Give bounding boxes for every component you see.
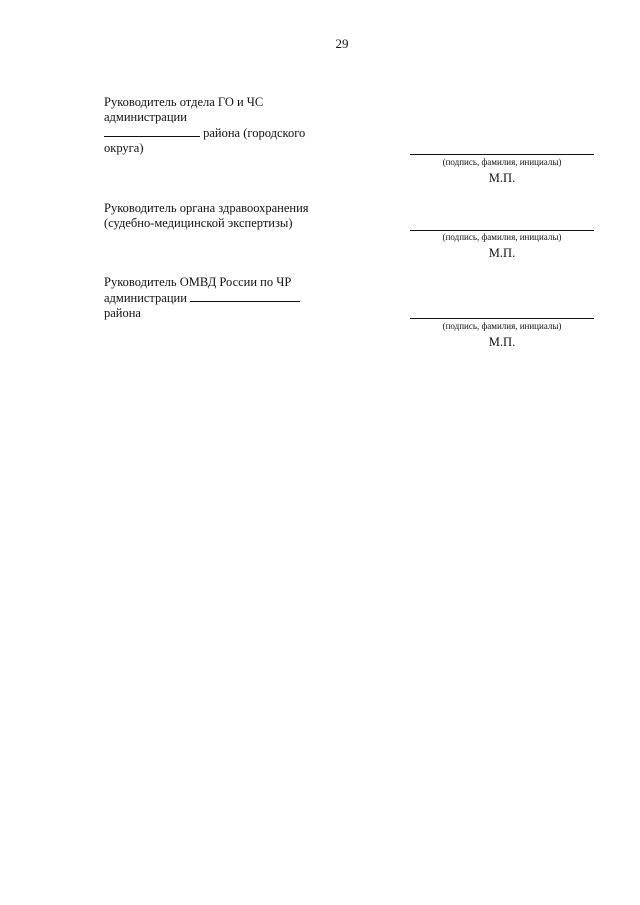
signature-line xyxy=(410,154,594,155)
block-line-with-blank xyxy=(104,290,344,306)
stamp-label: М.П. xyxy=(488,335,516,349)
fill-in-blank xyxy=(104,125,200,137)
signature-caption: (подпись, фамилия, инициалы) xyxy=(442,232,562,242)
block-line: района xyxy=(104,306,141,320)
signature-caption: (подпись, фамилия, инициалы) xyxy=(442,157,562,167)
signature-block-health xyxy=(104,201,344,231)
signature-block-go-chs xyxy=(104,95,344,156)
stamp-label: М.П. xyxy=(488,171,516,185)
signature-block-omvd xyxy=(104,275,344,321)
block-line: Руководитель отдела ГО и ЧС xyxy=(104,95,264,109)
block-line: (судебно-медицинской экспертизы) xyxy=(104,216,293,230)
signature-line xyxy=(410,318,594,319)
block-line-text: администрации xyxy=(104,291,187,305)
block-line-text: района (городского xyxy=(203,126,306,140)
signature-caption: (подпись, фамилия, инициалы) xyxy=(442,321,562,331)
block-line-with-blank xyxy=(104,125,344,141)
block-line: Руководитель органа здравоохранения xyxy=(104,201,309,215)
page-number: 29 xyxy=(335,36,349,51)
block-line: администрации xyxy=(104,110,187,124)
block-line: округа) xyxy=(104,141,144,155)
signature-line xyxy=(410,230,594,231)
stamp-label: М.П. xyxy=(488,246,516,260)
fill-in-blank xyxy=(190,290,300,302)
block-line: Руководитель ОМВД России по ЧР xyxy=(104,275,292,289)
